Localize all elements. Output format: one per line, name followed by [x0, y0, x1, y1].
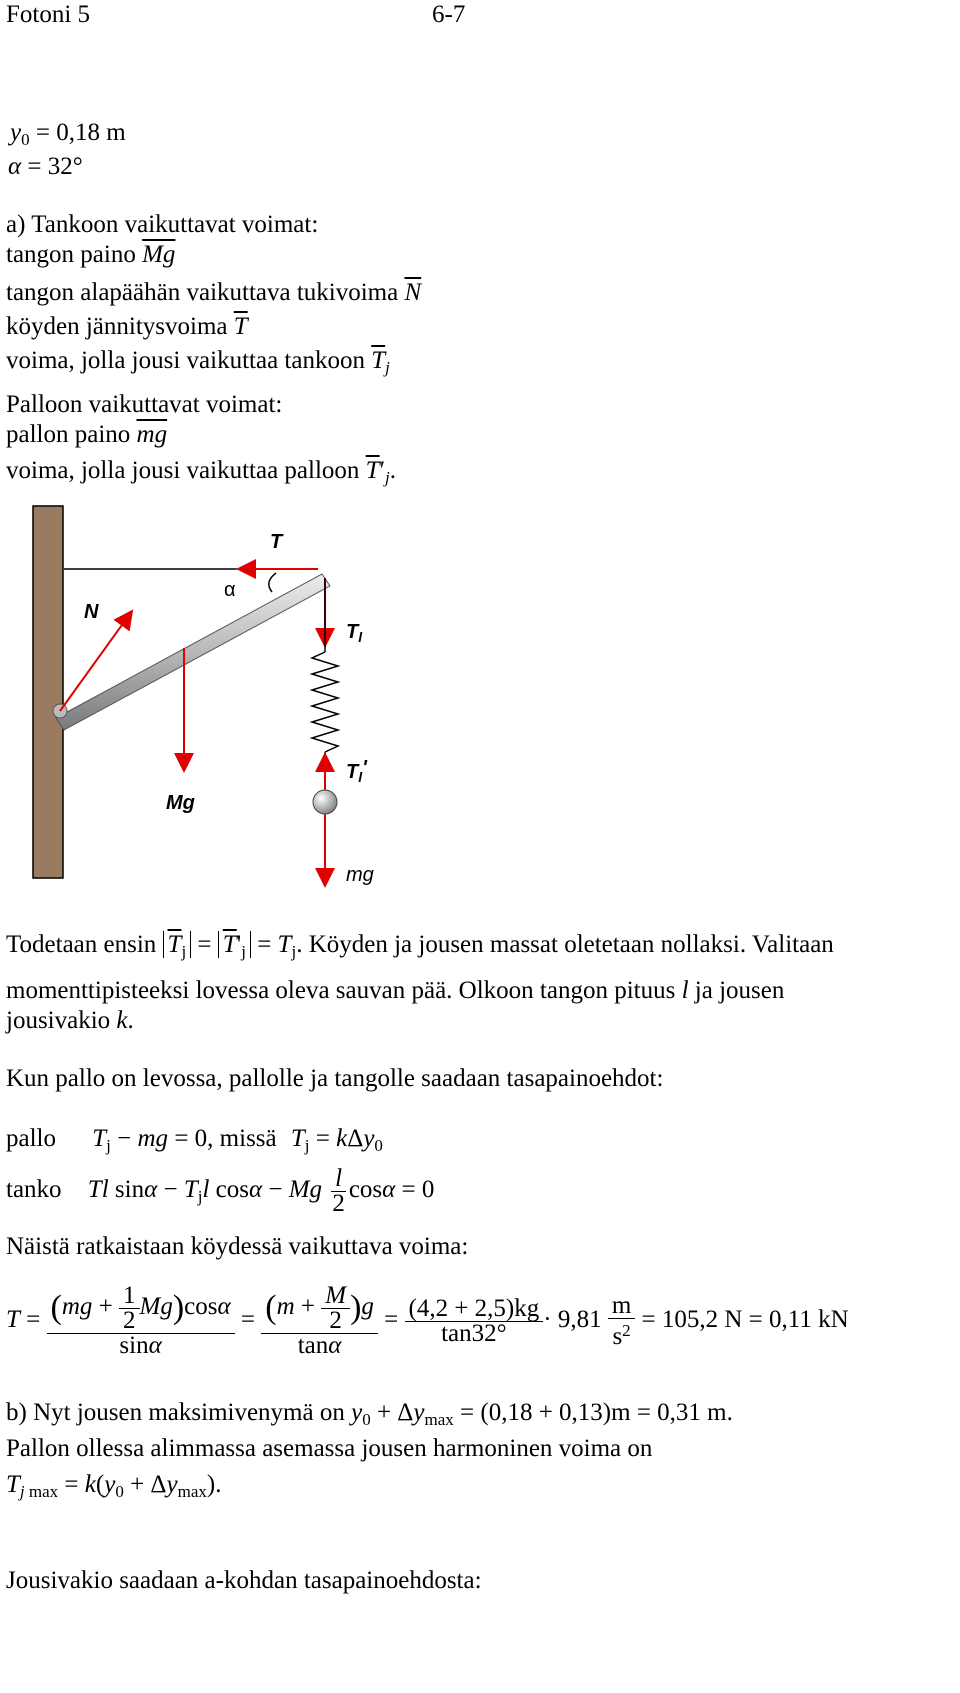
line-b: b) Nyt jousen maksimivenymä on $y_0 + \Delta y_{max} = (0,18 + 0,13)m = 0,31$ m. [6, 1399, 733, 1429]
line-naista: Näistä ratkaistaan köydessä vaikuttava voima: [6, 1233, 469, 1260]
label-T1: $T_l$ [346, 621, 363, 645]
line-support [6, 278, 421, 308]
line-jousivakio-saadaan: Jousivakio saadaan a-kohdan tasapainoehdosta: [6, 1567, 482, 1594]
line-kun: Kun pallo on levossa, pallolle ja tangolle saadaan tasapainoehdot: [6, 1065, 664, 1092]
rod [56, 574, 330, 730]
line-spring-rod [6, 346, 390, 383]
symbol-Tj-prime: $\overline{T}$ [365, 457, 380, 484]
tanko-label: tanko [6, 1176, 62, 1203]
pallo-label: pallo [6, 1125, 56, 1152]
jousivakio-label: jousivakio [6, 1007, 111, 1034]
line-rope [6, 312, 248, 342]
fraction-3: $\frac{(4,2 + 2,5)kg}{\tan 32^\circ}$ [405, 1297, 544, 1346]
wall [33, 506, 63, 878]
ball [313, 790, 337, 814]
b-intro: b) Nyt jousen maksimivenymä on [6, 1399, 345, 1426]
symbol-N: $\overline{N}$ [404, 279, 422, 306]
missa-label: , missä [207, 1125, 277, 1152]
sub-j: j [385, 468, 390, 487]
sub-j: j [385, 358, 390, 377]
todetaan-label: Todetaan ensin [6, 931, 157, 958]
label-T1-prime: $T_l'$ [346, 757, 367, 785]
todetaan-after: . Köyden ja jousen massat oletetaan nollaksi. Valitaan [296, 931, 834, 958]
moment-after: ja jousen [694, 977, 785, 1004]
header-right: 6-7 [432, 1, 466, 28]
line-todetaan: Todetaan ensin $\overline{T}_j = \overline{T}'_j = T_j$. Köyden ja jousen massat oletetaan nollaksi. Valitaan [6, 931, 834, 961]
header-left: Fotoni 5 [6, 1, 91, 28]
line-moment [6, 976, 784, 1006]
spring-rod-label: voima, jolla jousi vaikuttaa tankoon [6, 347, 365, 374]
tank-weight-label: tangon paino [6, 241, 136, 268]
spring-ball-label: voima, jolla jousi vaikuttaa palloon [6, 457, 360, 484]
symbol-Mg: $\overline{Mg}$ [142, 241, 176, 268]
line-jousivakio: jousivakio k. [6, 1007, 134, 1034]
Tj: $T_j$ [277, 931, 297, 961]
given-alpha: α = 32° [8, 153, 83, 180]
fraction-l-2: $\frac{l}{2}$ [332, 1164, 345, 1217]
eq-pallo: pallo $T_j$ − mg = 0, missä $T_j = k\Delta y_0$ [6, 1125, 383, 1155]
eq-tanko: tanko Tl $\sin\alpha - T_jl$ cosα − Mg $\frac{l}{2}$ cosα = 0 [6, 1164, 435, 1217]
b-value: = (0,18 + 0,13)m = 0,31 m [460, 1399, 727, 1426]
line-spring-ball: voima, jolla jousi vaikuttaa palloon $\overline{T}'_j$. [6, 457, 397, 487]
line-ball-weight [6, 420, 167, 450]
symbol-mg: $\overline{mg}$ [136, 421, 168, 448]
result-value: = 105,2 N = 0,11 kN [641, 1306, 849, 1333]
force-diagram [0, 496, 400, 896]
line-tank-weight [6, 240, 175, 270]
line-pallon: Pallon ollessa alimmassa asemassa jousen harmoninen voima on [6, 1435, 653, 1462]
symbol-k: k [116, 1007, 128, 1034]
label-T: T [270, 531, 283, 553]
part-a-intro: a) Tankoon vaikuttavat voimat: [6, 211, 319, 238]
label-N: N [84, 601, 99, 623]
abs-Tj: $\overline{T}_j$ [163, 931, 192, 958]
fraction-2: (m + $\frac{M}{2}$ )g tanα [261, 1284, 378, 1358]
alpha-value: 32° [47, 153, 83, 180]
fraction-1: (mg + $\frac{1}{2}$ Mg)cosα sinα [47, 1284, 235, 1358]
eq-Tjmax: $T_{j max} = k(y_0 + \Delta y_{max})$. [6, 1471, 222, 1501]
abs-Tj-prime: $\overline{T}'_j$ [218, 931, 251, 958]
moment-label: momenttipisteeksi lovessa oleva sauvan pää. Olkoon tangon pituus [6, 977, 676, 1004]
fraction-units: $\frac{m}{s^2}$ [608, 1294, 635, 1349]
label-mg: mg [346, 864, 374, 886]
eq-T-result: T = (mg + $\frac{1}{2}$ Mg)cosα sinα = (m + $\frac{M}{2}$ )g tanα = $\frac{(4,2 + 2,5)kg}{\tan 32^\circ}$ · 9,81 $\frac{m}{s^2}$ = 105,2 N = 0,11 kN [6, 1282, 849, 1360]
symbol-l: l [681, 977, 689, 1004]
support-label: tangon alapäähän vaikuttava tukivoima [6, 279, 399, 306]
symbol-T: $\overline{T}$ [233, 313, 248, 340]
given-y0: $y_0 = 0,18$ m [10, 119, 126, 149]
label-alpha: α [224, 579, 236, 601]
angle-arc [269, 573, 276, 592]
rope-label: köyden jännitysvoima [6, 313, 228, 340]
ball-weight-label: pallon paino [6, 421, 131, 448]
symbol-Tj: $\overline{T}$ [371, 347, 386, 374]
spring [312, 652, 338, 752]
y0-value: 0,18 m [56, 119, 126, 146]
ball-intro: Palloon vaikuttavat voimat: [6, 391, 283, 418]
label-Mg: Mg [166, 792, 195, 814]
prime-mark: ′ [379, 457, 386, 484]
